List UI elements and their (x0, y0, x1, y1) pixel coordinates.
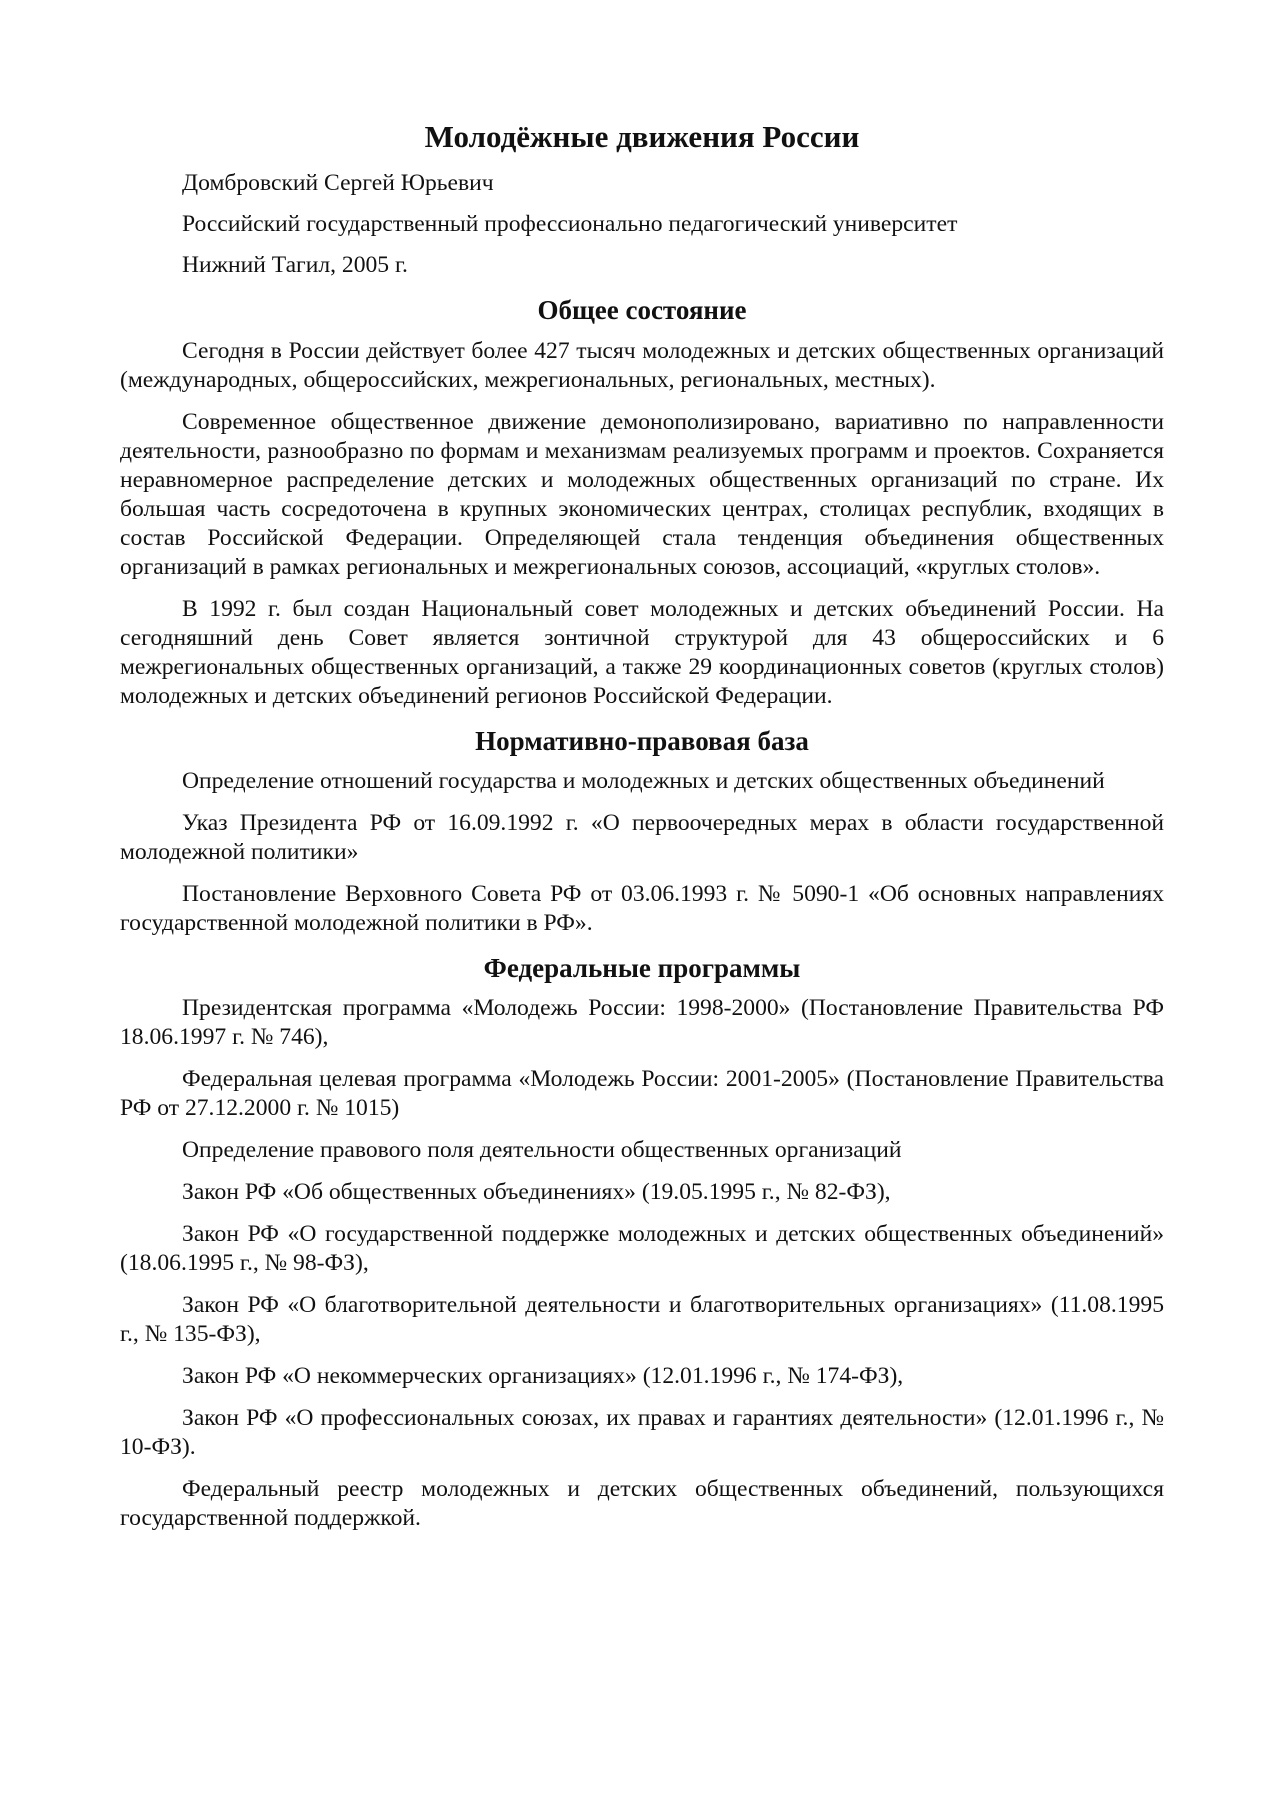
paragraph: Указ Президента РФ от 16.09.1992 г. «О первоочередных мерах в области государственной молодежной политики» (120, 809, 1164, 865)
paragraph: Постановление Верховного Совета РФ от 03.06.1993 г. № 5090-1 «Об основных направлениях государственной молодежной политики в РФ». (120, 880, 1164, 936)
paragraph: Закон РФ «О благотворительной деятельности и благотворительных организациях» (11.08.1995 г., № 135-ФЗ), (120, 1292, 1164, 1348)
paragraph: Федеральный реестр молодежных и детских общественных объединений, пользующихся государственной поддержкой. (120, 1476, 1164, 1532)
paragraph: Определение правового поля деятельности общественных организаций (182, 1137, 902, 1164)
paragraph: В 1992 г. был создан Национальный совет молодежных и детских объединений России. На сегодняшний день Совет является зонтичной структурой для 43 общероссийских и 6 межрегиональных общественных организаций, а также 29 координационных советов (круглых столов) молодежных и детских объединений регионов Российской Федерации. (120, 595, 1164, 709)
section-heading: Федеральные программы (483, 952, 801, 983)
document-body (120, 118, 1164, 1546)
paragraph: Закон РФ «О профессиональных союзах, их правах и гарантиях деятельности» (12.01.1996 г., № 10-ФЗ). (120, 1405, 1164, 1461)
institution-name: Российский государственный профессионально педагогический университет (182, 211, 958, 238)
paragraph: Определение отношений государства и молодежных и детских общественных объединений (182, 767, 1105, 794)
paragraph: Закон РФ «Об общественных объединениях» (19.05.1995 г., № 82-ФЗ), (182, 1179, 891, 1206)
paragraph: Федеральная целевая программа «Молодежь России: 2001-2005» (Постановление Правительства РФ от 27.12.2000 г. № 1015) (120, 1066, 1164, 1122)
paragraph: Современное общественное движение демонополизировано, вариативно по направленности деятельности, разнообразно по формам и механизмам реализуемых программ и проектов. Сохраняется неравномерное распределение детских и молодежных общественных организаций по стране. Их большая часть сосредоточена в крупных экономических центрах, столицах республик, входящих в состав Российской Федерации. Определяющей стала тенденция объединения общественных организаций в рамках региональных и межрегиональных союзов, ассоциаций, «круглых столов». (120, 408, 1164, 580)
document-title: Молодёжные движения России (424, 119, 860, 154)
paragraph: Президентская программа «Молодежь России: 1998-2000» (Постановление Правительства РФ 18.06.1997 г. № 746), (120, 995, 1164, 1051)
paragraph: Закон РФ «О государственной поддержке молодежных и детских общественных объединений» (18.06.1995 г., № 98-ФЗ), (120, 1221, 1164, 1277)
paragraph: Закон РФ «О некоммерческих организациях» (12.01.1996 г., № 174-ФЗ), (182, 1363, 904, 1390)
paragraph: Сегодня в России действует более 427 тысяч молодежных и детских общественных организаций (международных, общероссийских, межрегиональных, региональных, местных). (120, 337, 1164, 393)
section-heading: Нормативно-правовая база (475, 725, 809, 756)
section-heading: Общее состояние (537, 295, 747, 326)
place-date: Нижний Тагил, 2005 г. (182, 252, 408, 279)
author-name: Домбровский Сергей Юрьевич (182, 170, 494, 197)
